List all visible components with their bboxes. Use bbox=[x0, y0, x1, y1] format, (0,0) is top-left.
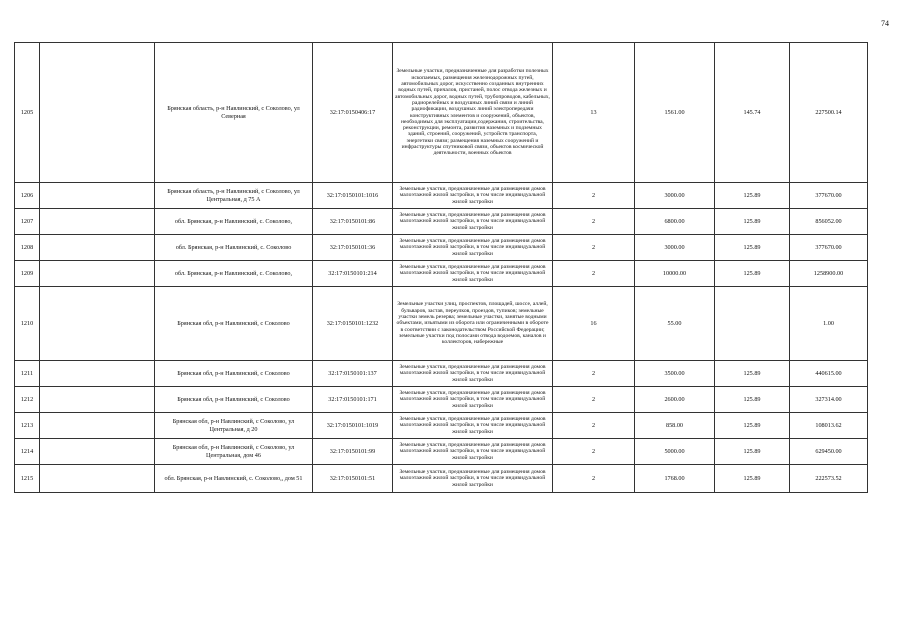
cadastral-number-cell: 32:17:0150101:171 bbox=[313, 387, 393, 413]
cadastral-number-cell: 32:17:0150101:36 bbox=[313, 235, 393, 261]
blank-cell bbox=[40, 387, 155, 413]
cadastral-number-cell: 32:17:0150101:86 bbox=[313, 209, 393, 235]
cadastral-valuation-table bbox=[14, 42, 868, 493]
row-number-cell: 1214 bbox=[15, 439, 40, 465]
row-number-cell: 1210 bbox=[15, 287, 40, 361]
specific-value-cell: 125.89 bbox=[715, 361, 790, 387]
address-cell: Брянская обл, р-н Навлинский, с Соколово, ул Центральная, дом 46 bbox=[155, 439, 313, 465]
area-cell: 55.00 bbox=[635, 287, 715, 361]
address-cell: Брянская обл, р-н Навлинский, с Соколово bbox=[155, 361, 313, 387]
area-cell: 10000.00 bbox=[635, 261, 715, 287]
address-cell: обл. Брянская, р-н Навлинский, с. Соколово, bbox=[155, 209, 313, 235]
cadastral-number-cell: 32:17:0150101:214 bbox=[313, 261, 393, 287]
row-number-cell: 1215 bbox=[15, 465, 40, 493]
address-cell: Брянская обл, р-н Навлинский, с Соколово, ул Центральная, д 20 bbox=[155, 413, 313, 439]
specific-value-cell: 125.89 bbox=[715, 439, 790, 465]
valuation-group-cell: 2 bbox=[553, 209, 635, 235]
cadastral-value-cell: 440615.00 bbox=[790, 361, 868, 387]
blank-cell bbox=[40, 287, 155, 361]
cadastral-value-cell: 327314.00 bbox=[790, 387, 868, 413]
specific-value-cell: 125.89 bbox=[715, 261, 790, 287]
cadastral-value-cell: 377670.00 bbox=[790, 183, 868, 209]
row-number-cell: 1212 bbox=[15, 387, 40, 413]
cadastral-number-cell: 32:17:0150101:51 bbox=[313, 465, 393, 493]
area-cell: 6800.00 bbox=[635, 209, 715, 235]
land-use-description-cell: Земельные участки, предназначенные для размещения домов малоэтажной жилой застройки, в том числе индивидуальной жилой застройки bbox=[393, 235, 553, 261]
cadastral-value-cell: 856052.00 bbox=[790, 209, 868, 235]
cadastral-number-cell: 32:17:0150406:17 bbox=[313, 43, 393, 183]
valuation-group-cell: 13 bbox=[553, 43, 635, 183]
address-cell: Брянская область, р-н Навлинский, с Соколово, ул Северная bbox=[155, 43, 313, 183]
specific-value-cell: 125.89 bbox=[715, 183, 790, 209]
table-row bbox=[15, 261, 868, 287]
valuation-group-cell: 16 bbox=[553, 287, 635, 361]
land-use-description-cell: Земельные участки, предназначенные для размещения домов малоэтажной жилой застройки, в том числе индивидуальной жилой застройки bbox=[393, 413, 553, 439]
valuation-group-cell: 2 bbox=[553, 361, 635, 387]
blank-cell bbox=[40, 261, 155, 287]
land-use-description-cell: Земельные участки, предназначенные для размещения домов малоэтажной жилой застройки, в том числе индивидуальной жилой застройки bbox=[393, 183, 553, 209]
cadastral-value-cell: 222573.52 bbox=[790, 465, 868, 493]
land-use-description-cell: Земельные участки, предназначенные для размещения домов малоэтажной жилой застройки, в том числе индивидуальной жилой застройки bbox=[393, 261, 553, 287]
address-cell: Брянская обл, р-н Навлинский, с Соколово bbox=[155, 287, 313, 361]
land-use-description-cell: Земельные участки улиц, проспектов, площадей, шоссе, аллей, бульваров, застав, переулков, проездов, тупиков; земельные участки земель резерва; земельные участки, занятые водными объектами, изъятыми из оборота или ограниченными в обороте в соответствии с законодательством Российской Федерации; земельные участки под полосами отвода водоемов, каналов и коллекторов, набережные bbox=[393, 287, 553, 361]
row-number-cell: 1208 bbox=[15, 235, 40, 261]
blank-cell bbox=[40, 439, 155, 465]
land-use-description-cell: Земельные участки, предназначенные для размещения домов малоэтажной жилой застройки, в том числе индивидуальной жилой застройки bbox=[393, 387, 553, 413]
row-number-cell: 1211 bbox=[15, 361, 40, 387]
address-cell: обл. Брянская, р-н Навлинский, с. Соколово,, дом 51 bbox=[155, 465, 313, 493]
specific-value-cell: 125.89 bbox=[715, 413, 790, 439]
address-cell: обл. Брянская, р-н Навлинский, с. Соколово bbox=[155, 235, 313, 261]
area-cell: 5000.00 bbox=[635, 439, 715, 465]
specific-value-cell: 125.89 bbox=[715, 387, 790, 413]
table-row bbox=[15, 183, 868, 209]
cadastral-value-cell: 1.00 bbox=[790, 287, 868, 361]
row-number-cell: 1209 bbox=[15, 261, 40, 287]
blank-cell bbox=[40, 413, 155, 439]
specific-value-cell: 125.89 bbox=[715, 209, 790, 235]
table-row bbox=[15, 43, 868, 183]
table-row bbox=[15, 209, 868, 235]
area-cell: 1768.00 bbox=[635, 465, 715, 493]
cadastral-value-cell: 108013.62 bbox=[790, 413, 868, 439]
cadastral-number-cell: 32:17:0150101:1232 bbox=[313, 287, 393, 361]
blank-cell bbox=[40, 43, 155, 183]
area-cell: 3500.00 bbox=[635, 361, 715, 387]
cadastral-value-cell: 629450.00 bbox=[790, 439, 868, 465]
land-use-description-cell: Земельные участки, предназначенные для размещения домов малоэтажной жилой застройки, в том числе индивидуальной жилой застройки bbox=[393, 439, 553, 465]
area-cell: 858.00 bbox=[635, 413, 715, 439]
specific-value-cell bbox=[715, 287, 790, 361]
specific-value-cell: 125.89 bbox=[715, 465, 790, 493]
address-cell: Брянская область, р-н Навлинский, с Соколово, ул Центральная, д 75 А bbox=[155, 183, 313, 209]
valuation-group-cell: 2 bbox=[553, 235, 635, 261]
land-use-description-cell: Земельные участки, предназначенные для разработки полезных ископаемых, размещения железнодорожных путей, автомобильных дорог, искусственно созданных внутренних водных путей, причалов, пристаней, полос отвода железных и автомобильных дорог, водных путей, трубопроводов, кабельных, радиорелейных и воздушных линий связи и линий радиофикации, воздушных линий электропередачи конструктивных элементов и сооружений, объектов, необходимых для эксплуатации,содержания, строительства, реконструкции, ремонта, развития наземных и подземных зданий, строений, сооружений, устройств транспорта, энергетики связи; размещения наземных сооружений и инфраструктуры спутниковой связи, объектов космической деятельности, военных объектов bbox=[393, 43, 553, 183]
table-row bbox=[15, 387, 868, 413]
address-cell: обл. Брянская, р-н Навлинский, с. Соколово, bbox=[155, 261, 313, 287]
area-cell: 1561.00 bbox=[635, 43, 715, 183]
blank-cell bbox=[40, 209, 155, 235]
cadastral-value-cell: 227500.14 bbox=[790, 43, 868, 183]
table-row bbox=[15, 235, 868, 261]
table-row bbox=[15, 413, 868, 439]
table-row bbox=[15, 465, 868, 493]
blank-cell bbox=[40, 183, 155, 209]
table-body bbox=[15, 43, 868, 493]
area-cell: 3000.00 bbox=[635, 235, 715, 261]
valuation-group-cell: 2 bbox=[553, 465, 635, 493]
land-use-description-cell: Земельные участки, предназначенные для размещения домов малоэтажной жилой застройки, в том числе индивидуальной жилой застройки bbox=[393, 361, 553, 387]
valuation-group-cell: 2 bbox=[553, 387, 635, 413]
cadastral-value-cell: 1258900.00 bbox=[790, 261, 868, 287]
cadastral-number-cell: 32:17:0150101:1016 bbox=[313, 183, 393, 209]
land-use-description-cell: Земельные участки, предназначенные для размещения домов малоэтажной жилой застройки, в том числе индивидуальной жилой застройки bbox=[393, 465, 553, 493]
valuation-group-cell: 2 bbox=[553, 261, 635, 287]
row-number-cell: 1206 bbox=[15, 183, 40, 209]
table-row bbox=[15, 287, 868, 361]
blank-cell bbox=[40, 361, 155, 387]
blank-cell bbox=[40, 465, 155, 493]
valuation-group-cell: 2 bbox=[553, 413, 635, 439]
address-cell: Брянская обл, р-н Навлинский, с Соколово bbox=[155, 387, 313, 413]
row-number-cell: 1213 bbox=[15, 413, 40, 439]
page-number: 74 bbox=[881, 19, 889, 28]
table-row bbox=[15, 361, 868, 387]
specific-value-cell: 145.74 bbox=[715, 43, 790, 183]
cadastral-number-cell: 32:17:0150101:99 bbox=[313, 439, 393, 465]
land-use-description-cell: Земельные участки, предназначенные для размещения домов малоэтажной жилой застройки, в том числе индивидуальной жилой застройки bbox=[393, 209, 553, 235]
valuation-group-cell: 2 bbox=[553, 439, 635, 465]
specific-value-cell: 125.89 bbox=[715, 235, 790, 261]
row-number-cell: 1205 bbox=[15, 43, 40, 183]
cadastral-number-cell: 32:17:0150101:137 bbox=[313, 361, 393, 387]
cadastral-value-cell: 377670.00 bbox=[790, 235, 868, 261]
cadastral-number-cell: 32:17:0150101:1019 bbox=[313, 413, 393, 439]
valuation-group-cell: 2 bbox=[553, 183, 635, 209]
area-cell: 3000.00 bbox=[635, 183, 715, 209]
blank-cell bbox=[40, 235, 155, 261]
table-row bbox=[15, 439, 868, 465]
area-cell: 2600.00 bbox=[635, 387, 715, 413]
row-number-cell: 1207 bbox=[15, 209, 40, 235]
